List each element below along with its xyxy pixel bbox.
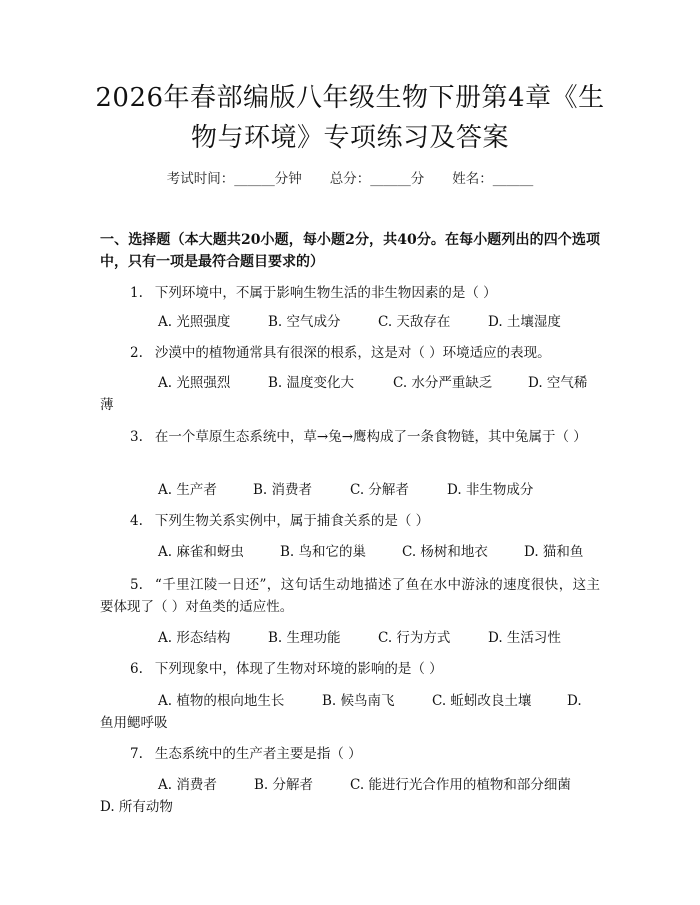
question-1 <box>100 282 600 304</box>
option-d: D. 空气稀 <box>528 375 588 391</box>
option-d: D. 土壤湿度 <box>488 314 561 330</box>
option-wrap: 薄 <box>100 397 114 413</box>
question-stem: 生态系统中的生产者主要是指（ ） <box>154 746 362 762</box>
option-d: D. <box>567 693 582 709</box>
option-b: B. 鸟和它的巢 <box>280 544 367 560</box>
question-3 <box>100 426 600 448</box>
document-title <box>70 78 630 158</box>
title-line-1: 2026年春部编版八年级生物下册第4章《生 <box>95 83 605 113</box>
option-b: B. 分解者 <box>254 777 314 793</box>
question-6 <box>100 658 600 680</box>
section-heading: 一、选择题（本大题共20小题，每小题2分，共40分。在每小题列出的四个选项中，只有一项是最符合题目要求的） <box>100 232 600 270</box>
question-2-options <box>100 372 600 416</box>
question-7-options <box>100 774 600 818</box>
option-c: C. 天敌存在 <box>378 314 451 330</box>
question-stem: 沙漠中的植物通常具有很深的根系，这是对（ ）环境适应的表现。 <box>154 345 551 361</box>
option-c: C. 能进行光合作用的植物和部分细菌 <box>350 777 571 793</box>
exam-time-field: 考试时间：______分钟 <box>166 171 302 187</box>
question-stem: 下列生物关系实例中，属于捕食关系的是（ ） <box>154 513 430 529</box>
option-b: B. 空气成分 <box>268 314 341 330</box>
option-a: A. 麻雀和蚜虫 <box>158 544 244 560</box>
question-stem: 下列环境中，不属于影响生物生活的非生物因素的是（ ） <box>154 285 497 301</box>
option-b: B. 候鸟南飞 <box>322 693 395 709</box>
question-5 <box>100 574 600 618</box>
question-stem: 在一个草原生态系统中，草→兔→鹰构成了一条食物链，其中兔属于（ ） <box>154 429 587 445</box>
option-c: C. 分解者 <box>350 482 409 498</box>
option-b: B. 温度变化大 <box>268 375 355 391</box>
question-4 <box>100 510 600 532</box>
question-3-options <box>100 479 600 501</box>
option-a: A. 光照强度 <box>158 314 231 330</box>
question-stem: “千里江陵一日还”，这句话生动地描述了鱼在水中游泳的速度很快，这主要体现了（ ）对鱼类的适应性。 <box>100 577 600 615</box>
student-name-field: 姓名：______ <box>452 171 534 187</box>
question-7 <box>100 743 600 765</box>
question-number: 2. <box>130 345 143 361</box>
question-1-options <box>100 311 600 333</box>
option-c: C. 杨树和地衣 <box>402 544 488 560</box>
question-stem: 下列现象中，体现了生物对环境的影响的是（ ） <box>154 661 443 677</box>
title-line-2: 物与环境》专项练习及答案 <box>190 123 509 153</box>
question-6-options <box>100 690 600 734</box>
option-c: C. 蚯蚓改良土壤 <box>432 693 532 709</box>
option-a: A. 光照强烈 <box>158 375 231 391</box>
question-number: 6. <box>130 661 143 677</box>
option-b: B. 生理功能 <box>268 630 341 646</box>
option-a: A. 形态结构 <box>158 630 231 646</box>
question-number: 1. <box>130 285 143 301</box>
question-2 <box>100 342 600 364</box>
question-number: 5. <box>130 577 143 593</box>
option-a: A. 植物的根向地生长 <box>158 693 285 709</box>
question-number: 4. <box>130 513 143 529</box>
option-d: D. 生活习性 <box>488 630 561 646</box>
option-a: A. 消费者 <box>158 777 217 793</box>
question-5-options <box>100 627 600 649</box>
total-score-field: 总分：______分 <box>329 171 425 187</box>
option-wrap: 鱼用鳃呼吸 <box>100 715 168 731</box>
question-4-options <box>100 541 600 563</box>
option-d: D. 非生物成分 <box>447 482 534 498</box>
option-c: C. 水分严重缺乏 <box>393 375 493 391</box>
question-number: 7. <box>130 746 143 762</box>
question-number: 3. <box>130 429 143 445</box>
option-a: A. 生产者 <box>158 482 217 498</box>
option-d: D. 猫和鱼 <box>524 544 584 560</box>
exam-meta <box>100 167 600 187</box>
option-b: B. 消费者 <box>253 482 313 498</box>
option-c: C. 行为方式 <box>378 630 451 646</box>
option-wrap: D. 所有动物 <box>100 799 173 815</box>
